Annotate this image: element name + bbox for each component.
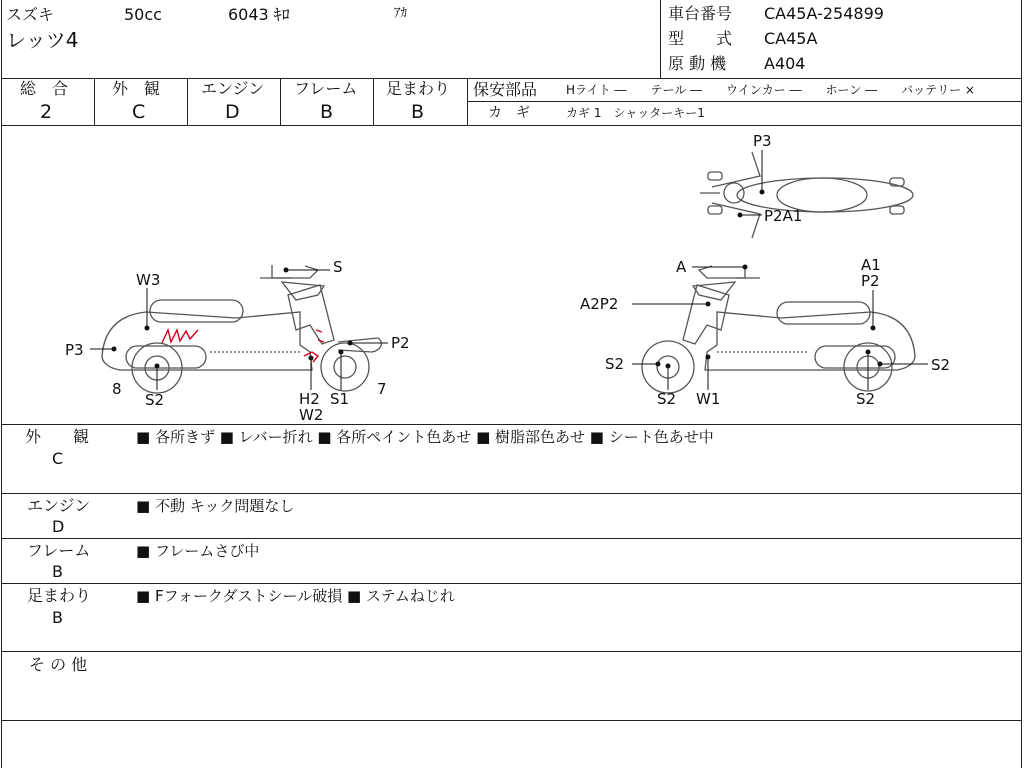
damage-mark-body: [162, 330, 198, 343]
note-exterior-label: 外 観: [25, 427, 90, 446]
left-label-7: 7: [377, 380, 387, 398]
safety-items: Hライト ― テール ― ウインカー ― ホーン ― バッテリー ×: [566, 83, 975, 97]
right-label-s2-d: S2: [931, 356, 951, 374]
grade-engine-label: エンジン: [201, 79, 265, 98]
right-label-a2p2: A2P2: [580, 295, 619, 313]
note-engine-label: エンジン: [27, 496, 91, 515]
right-label-a: A: [676, 258, 687, 276]
right-label-w1: W1: [696, 390, 721, 408]
grade-exterior-value: C: [132, 101, 146, 123]
note-frame-text: ■ フレームさび中: [136, 542, 260, 560]
grade-frame-value: B: [320, 101, 334, 123]
note-engine-grade: D: [52, 517, 65, 536]
left-label-s1: S1: [330, 390, 350, 408]
right-label-s2-a: S2: [605, 355, 625, 373]
model-name: レッツ4: [6, 28, 79, 52]
grade-frame-label: フレーム: [294, 79, 358, 98]
body-color: ｱｶ: [394, 6, 407, 21]
type-value: CA45A: [764, 29, 818, 48]
right-label-p2: P2: [861, 272, 880, 290]
left-label-w2: W2: [299, 406, 324, 424]
left-label-s: S: [333, 258, 343, 276]
top-view-scooter-figure: [700, 152, 913, 238]
maker: スズキ: [6, 5, 55, 24]
top-label-p3: P3: [753, 132, 772, 150]
note-frame-grade: B: [52, 562, 63, 581]
left-label-p2: P2: [391, 334, 410, 352]
engine-label: 原 動 機: [668, 54, 727, 73]
right-label-a1: A1: [861, 256, 881, 274]
displacement: 50cc: [124, 5, 162, 24]
grade-suspension-label: 足まわり: [386, 79, 451, 98]
frame-no-label: 車台番号: [668, 4, 733, 23]
safety-label: 保安部品: [473, 80, 538, 99]
left-label-s2: S2: [145, 391, 165, 409]
note-frame-label: フレーム: [27, 541, 91, 560]
left-label-h2: H2: [299, 390, 320, 408]
left-label-8: 8: [112, 380, 122, 398]
grade-overall-label: 総 合: [20, 79, 69, 98]
right-label-s2-c: S2: [856, 390, 876, 408]
grade-overall-value: 2: [40, 101, 53, 123]
engine-value: A404: [764, 54, 806, 73]
note-exterior-grade: C: [52, 449, 64, 468]
note-other-label: そ の 他: [29, 655, 88, 674]
left-label-p3: P3: [65, 341, 84, 359]
note-engine-text: ■ 不動 キック問題なし: [136, 497, 295, 515]
keys-value: カギ 1 シャッターキー1: [566, 106, 705, 120]
grade-engine-value: D: [225, 101, 240, 123]
right-label-s2-b: S2: [657, 390, 677, 408]
frame-no: CA45A-254899: [764, 4, 884, 23]
keys-label: カ ギ: [488, 105, 530, 121]
mileage: 6043 ｷﾛ: [228, 5, 290, 24]
note-exterior-text: ■ 各所きず ■ レバー折れ ■ 各所ペイント色あせ ■ 樹脂部色あせ ■ シート色あせ中: [136, 428, 714, 446]
grade-suspension-value: B: [411, 101, 425, 123]
top-label-p2a1: P2A1: [764, 207, 803, 225]
note-suspension-text: ■ Fフォークダストシール破損 ■ ステムねじれ: [136, 587, 455, 605]
note-suspension-label: 足まわり: [27, 586, 92, 605]
grade-exterior-label: 外 観: [112, 79, 161, 98]
note-suspension-grade: B: [52, 608, 63, 627]
type-label: 型 式: [668, 29, 733, 48]
left-label-w3: W3: [136, 271, 161, 289]
